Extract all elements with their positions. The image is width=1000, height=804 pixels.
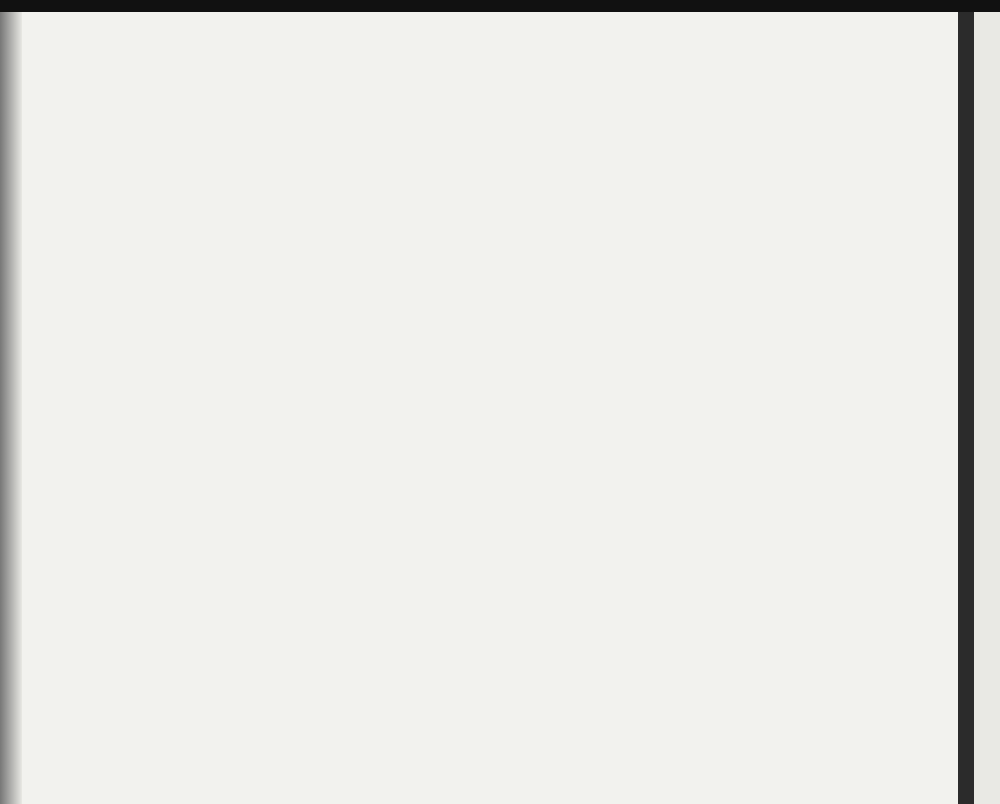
adjacent-page-strip [974,12,1000,804]
book-gutter [958,12,974,804]
